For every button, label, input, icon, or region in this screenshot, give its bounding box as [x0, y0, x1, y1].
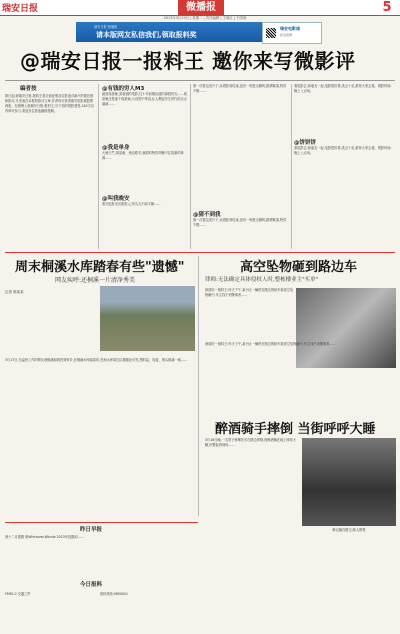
today-title: 今日报料: [80, 582, 103, 588]
middle-text-2: 第一次看这类片子,从观影到结束,没有一刻是无聊的,剧情紧凑,特效不错……: [193, 218, 287, 227]
item-text: 大闹天竺,周星驰、徐克联手,满屏的特效却掩不住故事的单薄……: [102, 151, 184, 160]
middle-text: 第一次看这类片子,从观影到结束,没有一刻是无聊的,剧情紧凑,特效不错……: [193, 84, 287, 93]
item-title: @有钱的穷人M3: [102, 86, 145, 92]
middle-title: @猜不到我: [193, 212, 221, 218]
article3-headline: 醉酒骑手摔倒 当街呼呼大睡: [215, 422, 376, 437]
headline-rule: [5, 80, 395, 81]
right-text-2: 看电影去,和朋友一起,电影很好看,笑点十足,推荐大家去看。观影时间:晚上八点场。: [294, 146, 392, 155]
section-title: 微播报: [178, 0, 224, 15]
intro-label: 编者按: [20, 86, 37, 92]
article3-photo-caption: 醉汉躺在路边,路人围观: [332, 528, 366, 532]
intro-text: 即日起,@瑞安日报-报料王将全面征集各位影迷对新片的观后感和影评,凡发表在本报的影评文章,作者均可获得瑞安电影城影票两张。在微博上@瑞安日报-报料王,写下你的观影感受,140字以内即可参与,欢迎各位影迷踊跃投稿。: [5, 94, 94, 113]
yesterday-title: 昨日早报: [80, 527, 103, 533]
article1-text: 3月17日,在温州工作的网友@桐溪和我回到家乡,在桐溪水库踏春时,发现水库周边垃圾随处可见,塑料袋、饭盒、烟头散落一地……: [5, 358, 188, 362]
article1-photo: [100, 286, 195, 351]
column-divider: [291, 84, 292, 249]
hotline-info: 报料热线:5850001: [100, 592, 129, 596]
article3-text: 3月16日晚,一名男子骑摩托车在路边摔倒,因醉酒躺在地上呼呼大睡,民警赶到现场……: [205, 438, 296, 447]
item-title: @我是单身: [102, 145, 130, 151]
issue-meta: 2013年3月19日 | 星期二 | 责任编辑 | 王晓红 | 于国涛: [163, 16, 247, 20]
article2-headline: 高空坠物砸到路边车: [240, 260, 358, 275]
banner-small: 瑞安日报 微播报: [94, 25, 118, 29]
right-title: @饼饼饼: [294, 140, 317, 146]
promo-banner: [76, 22, 266, 42]
brand-logo: 瑞安日报: [2, 4, 39, 14]
article2-text: @瑞安一报料王:昨天下午,某小区一辆停在路边的轿车被高空坠物砸中,车主找不到肇事者……: [205, 288, 294, 297]
yesterday-text: @十二月建德 @Whirarzer-Winnie 2013年拍摄到......: [5, 535, 84, 539]
bottom-rule: [5, 522, 198, 523]
column-divider: [98, 84, 99, 249]
page-number: 5: [382, 0, 392, 15]
qr-code-icon: [266, 28, 276, 38]
article2-text-2: @瑞安一报料王:昨天下午,某小区一辆停在路边的轿车被高空坠物砸中,车主找不到肇事者……: [205, 342, 336, 346]
qr-label: 瑞安电影城: [280, 26, 300, 31]
radio-info: FM91.0 交通之声: [5, 592, 31, 596]
article1-subhead: 网友疾呼:还桐溪一片清净秀美: [55, 277, 136, 284]
column-divider: [198, 256, 199, 516]
column-divider: [190, 84, 191, 249]
item-title: @叫我晚安: [102, 196, 130, 202]
right-text: 看电影去,和朋友一起,电影很好看,笑点十足,推荐大家去看。观影时间:晚上八点场。: [294, 84, 392, 93]
article3-photo: [302, 438, 396, 526]
section-rule: [5, 252, 395, 253]
article2-subhead: 律师:无法确定具体侵权人时,整栋楼业主"买单": [205, 277, 319, 283]
article1-byline: 记者 陈某某: [5, 290, 24, 294]
item-text: 最爱周星驰,喜欢他的电影,往十年前刚出道的那段时光……周星驰还是那个周星驰,台词笑中带泪,让人想起学生时代的点点滴滴……: [102, 92, 187, 106]
main-headline: @瑞安日报一报料王 邀你来写微影评: [20, 49, 356, 73]
qr-caption: 新浪微博: [280, 33, 293, 37]
item-text: 看完电影走出影院,心里久久不能平静……: [102, 202, 161, 206]
article1-headline: 周末桐溪水库踏春有些"遗憾": [15, 260, 185, 275]
banner-big: 请本版网友私信我们,领取报料奖: [96, 31, 197, 39]
